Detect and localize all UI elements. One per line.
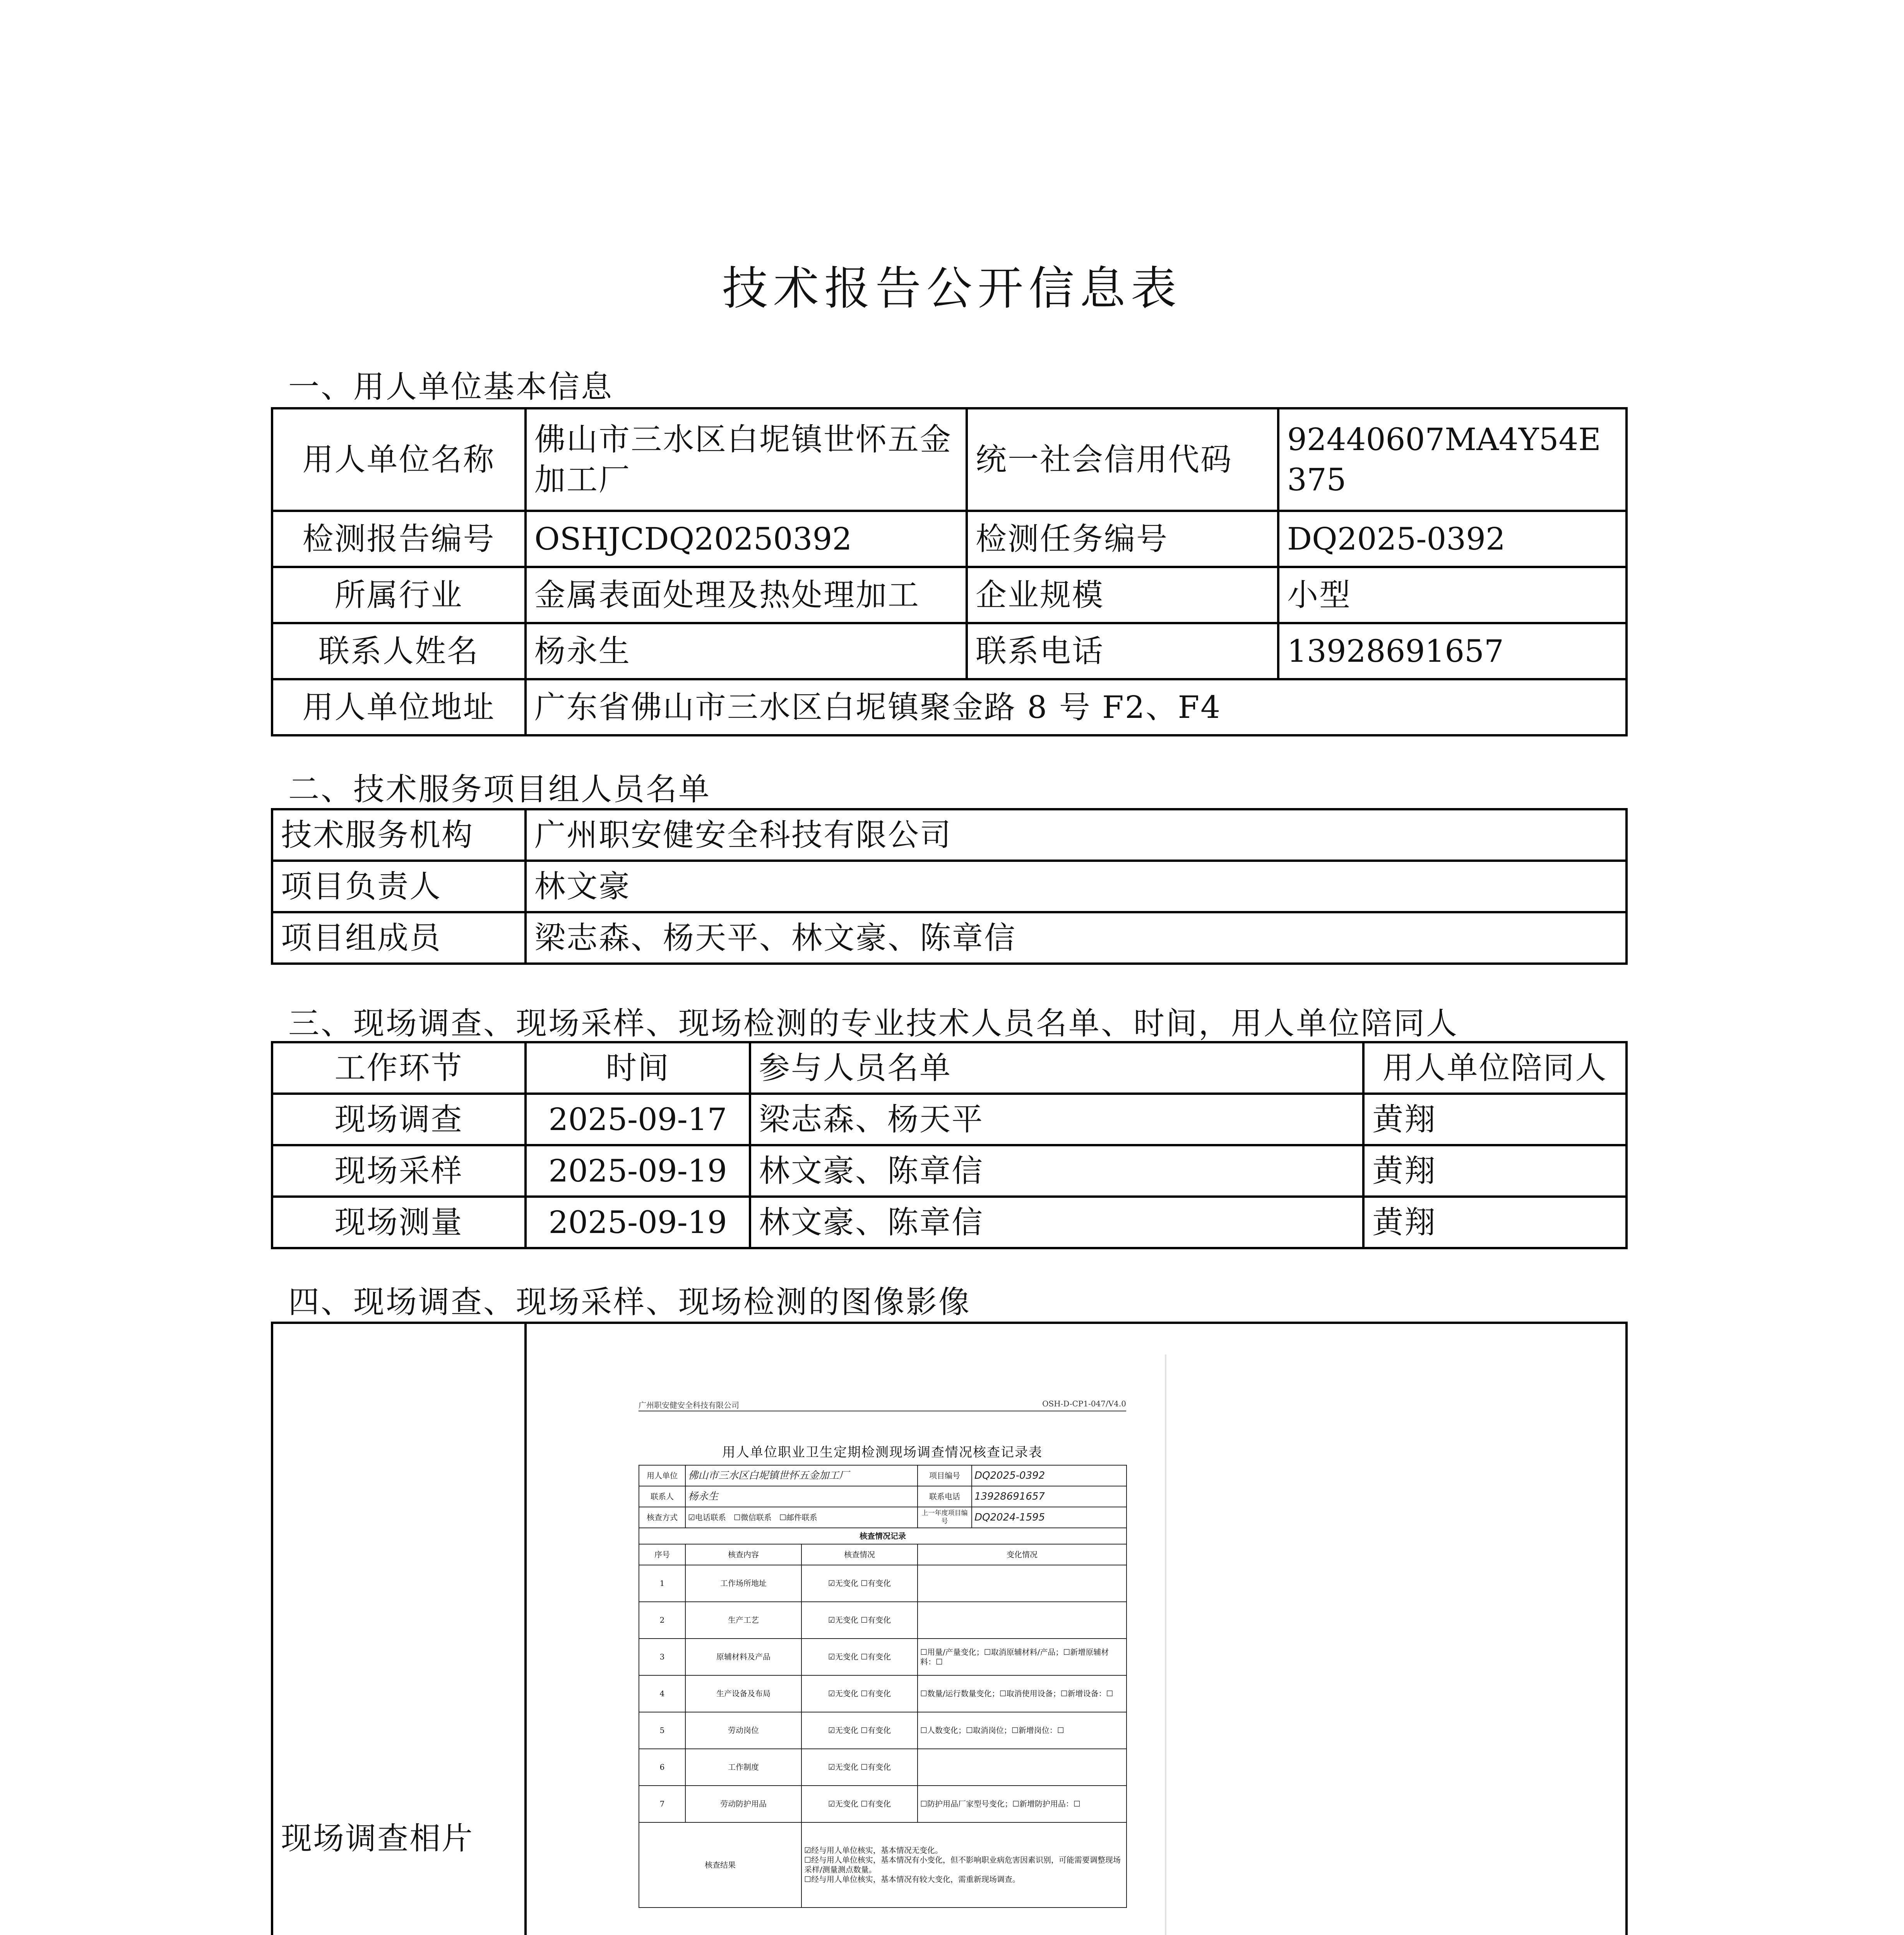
photo-phone-label: 联系电话 (918, 1486, 972, 1507)
photo-item-status: ☑无变化 ☐有变化 (801, 1786, 918, 1822)
field-header-stage: 工作环节 (272, 1042, 526, 1094)
table-row (639, 1675, 1127, 1712)
field-participants: 梁志森、杨天平 (750, 1094, 1363, 1145)
table-row (272, 1145, 1627, 1197)
section-field-heading: 三、现场调查、现场采样、现场检测的专业技术人员名单、时间，用人单位陪同人 (288, 1005, 1459, 1041)
report-no-value: OSHJCDQ20250392 (526, 511, 967, 567)
photo-method-label: 核查方式 (639, 1507, 685, 1528)
photo-fold-shadow (1165, 1354, 1166, 1935)
photo-item-change: ☐防护用品厂家型号变化；☐新增防护用品：☐ (918, 1786, 1127, 1822)
photo-item-no: 3 (639, 1639, 685, 1675)
photo-col-content: 核查内容 (685, 1544, 801, 1565)
field-participants: 林文豪、陈章信 (750, 1145, 1363, 1197)
table-row (272, 1197, 1627, 1248)
photo-item-no: 1 (639, 1565, 685, 1602)
table-row (639, 1602, 1127, 1639)
photo-item-status: ☑无变化 ☐有变化 (801, 1565, 918, 1602)
report-no-label: 检测报告编号 (272, 511, 526, 567)
team-table (271, 808, 1628, 965)
photo-item-change (918, 1749, 1127, 1786)
credit-code-label: 统一社会信用代码 (967, 408, 1278, 511)
unit-name-value: 佛山市三水区白坭镇世怀五金加工厂 (526, 408, 967, 511)
photo-item-content: 劳动防护用品 (685, 1786, 801, 1822)
field-stage: 现场测量 (272, 1197, 526, 1248)
photo-record-header: 核查情况记录 (639, 1528, 1127, 1544)
field-time: 2025-09-19 (526, 1145, 750, 1197)
photo-form-code: OSH-D-CP1-047/V4.0 (1042, 1399, 1126, 1408)
photo-item-change: ☐人数变化；☐取消岗位；☐新增岗位：☐ (918, 1712, 1127, 1749)
photo-item-content: 生产设备及布局 (685, 1675, 801, 1712)
images-label: 现场调查相片 (272, 1323, 526, 1935)
field-header-escort: 用人单位陪同人 (1363, 1042, 1627, 1094)
photo-contact-label: 联系人 (639, 1486, 685, 1507)
photo-result-line: ☐经与用人单位核实，基本情况有较大变化，需重新现场调查。 (804, 1875, 1020, 1884)
section-team-heading: 二、技术服务项目组人员名单 (288, 771, 711, 807)
contact-label: 联系人姓名 (272, 623, 526, 679)
table-row (639, 1749, 1127, 1786)
photo-item-status: ☑无变化 ☐有变化 (801, 1602, 918, 1639)
photo-col-no: 序号 (639, 1544, 685, 1565)
table-row (272, 1094, 1627, 1145)
photo-unit-label: 用人单位 (639, 1465, 685, 1486)
field-escort: 黄翔 (1363, 1094, 1627, 1145)
photo-item-no: 7 (639, 1786, 685, 1822)
photo-item-status: ☑无变化 ☐有变化 (801, 1712, 918, 1749)
photo-result-line: ☑经与用人单位核实，基本情况无变化。 (804, 1846, 943, 1855)
industry-label: 所属行业 (272, 567, 526, 623)
photo-item-no: 4 (639, 1675, 685, 1712)
industry-value: 金属表面处理及热处理加工 (526, 567, 967, 623)
contact-value: 杨永生 (526, 623, 967, 679)
field-header-participants: 参与人员名单 (750, 1042, 1363, 1094)
members-label: 项目组成员 (272, 912, 526, 964)
credit-code-value: 92440607MA4Y54E375 (1278, 408, 1627, 511)
task-no-value: DQ2025-0392 (1278, 511, 1627, 567)
photo-result-line: ☐经与用人单位核实，基本情况有小变化，但不影响职业病危害因素识别，可能需要调整现场采样/测量测点数量。 (804, 1855, 1121, 1874)
org-label: 技术服务机构 (272, 809, 526, 861)
basic-info-table (271, 407, 1628, 736)
org-value: 广州职安健安全科技有限公司 (526, 809, 1627, 861)
section-basic-info-heading: 一、用人单位基本信息 (288, 369, 613, 405)
photo-item-change (918, 1565, 1127, 1602)
photo-item-status: ☑无变化 ☐有变化 (801, 1749, 918, 1786)
table-row (639, 1712, 1127, 1749)
photo-unit-value: 佛山市三水区白坭镇世怀五金加工厂 (685, 1465, 918, 1486)
photo-item-no: 5 (639, 1712, 685, 1749)
photo-item-change: ☐数量/运行数量变化；☐取消使用设备；☐新增设备：☐ (918, 1675, 1127, 1712)
photo-col-change: 变化情况 (918, 1544, 1127, 1565)
field-stage: 现场采样 (272, 1145, 526, 1197)
photo-proj-value: DQ2025-0392 (972, 1465, 1127, 1486)
members-value: 梁志森、杨天平、林文豪、陈章信 (526, 912, 1627, 964)
photo-last-label: 上一年度项目编号 (918, 1507, 972, 1528)
photo-company: 广州职安健安全科技有限公司 (639, 1401, 739, 1410)
photo-item-change (918, 1602, 1127, 1639)
table-row (639, 1639, 1127, 1675)
scale-value: 小型 (1278, 567, 1627, 623)
photo-item-no: 2 (639, 1602, 685, 1639)
field-header-time: 时间 (526, 1042, 750, 1094)
photo-item-status: ☑无变化 ☐有变化 (801, 1675, 918, 1712)
address-label: 用人单位地址 (272, 679, 526, 735)
field-escort: 黄翔 (1363, 1197, 1627, 1248)
page-title: 技术报告公开信息表 (722, 262, 1182, 315)
photo-item-content: 生产工艺 (685, 1602, 801, 1639)
field-time: 2025-09-19 (526, 1197, 750, 1248)
phone-label: 联系电话 (967, 623, 1278, 679)
table-row (639, 1786, 1127, 1822)
photo-record-table (639, 1465, 1127, 1908)
photo-methods: ☑电话联系 ☐微信联系 ☐邮件联系 (685, 1507, 918, 1528)
photo-title: 用人单位职业卫生定期检测现场调查情况核查记录表 (722, 1445, 1043, 1460)
photo-item-status: ☑无变化 ☐有变化 (801, 1639, 918, 1675)
photo-results (801, 1822, 1127, 1908)
address-value: 广东省佛山市三水区白坭镇聚金路 8 号 F2、F4 (526, 679, 1627, 735)
photo-item-no: 6 (639, 1749, 685, 1786)
phone-value: 13928691657 (1278, 623, 1627, 679)
photo-phone-value: 13928691657 (972, 1486, 1127, 1507)
field-stage: 现场调查 (272, 1094, 526, 1145)
table-row (639, 1565, 1127, 1602)
leader-label: 项目负责人 (272, 861, 526, 912)
section-images-heading: 四、现场调查、现场采样、现场检测的图像影像 (288, 1284, 971, 1320)
unit-name-label: 用人单位名称 (272, 408, 526, 511)
photo-item-change: ☐用量/产量变化；☐取消原辅材料/产品；☐新增原辅材料：☐ (918, 1639, 1127, 1675)
photo-last-value: DQ2024-1595 (972, 1507, 1127, 1528)
field-participants: 林文豪、陈章信 (750, 1197, 1363, 1248)
photo-item-content: 工作制度 (685, 1749, 801, 1786)
field-table (271, 1041, 1628, 1249)
field-time: 2025-09-17 (526, 1094, 750, 1145)
task-no-label: 检测任务编号 (967, 511, 1278, 567)
photo-contact-value: 杨永生 (685, 1486, 918, 1507)
photo-proj-label: 项目编号 (918, 1465, 972, 1486)
photo-col-status: 核查情况 (801, 1544, 918, 1565)
photo-result-label: 核查结果 (639, 1822, 801, 1908)
photo-item-content: 原辅材料及产品 (685, 1639, 801, 1675)
leader-value: 林文豪 (526, 861, 1627, 912)
photo-item-content: 工作场所地址 (685, 1565, 801, 1602)
survey-record-photo (600, 1366, 1165, 1935)
scale-label: 企业规模 (967, 567, 1278, 623)
field-escort: 黄翔 (1363, 1145, 1627, 1197)
photo-item-content: 劳动岗位 (685, 1712, 801, 1749)
